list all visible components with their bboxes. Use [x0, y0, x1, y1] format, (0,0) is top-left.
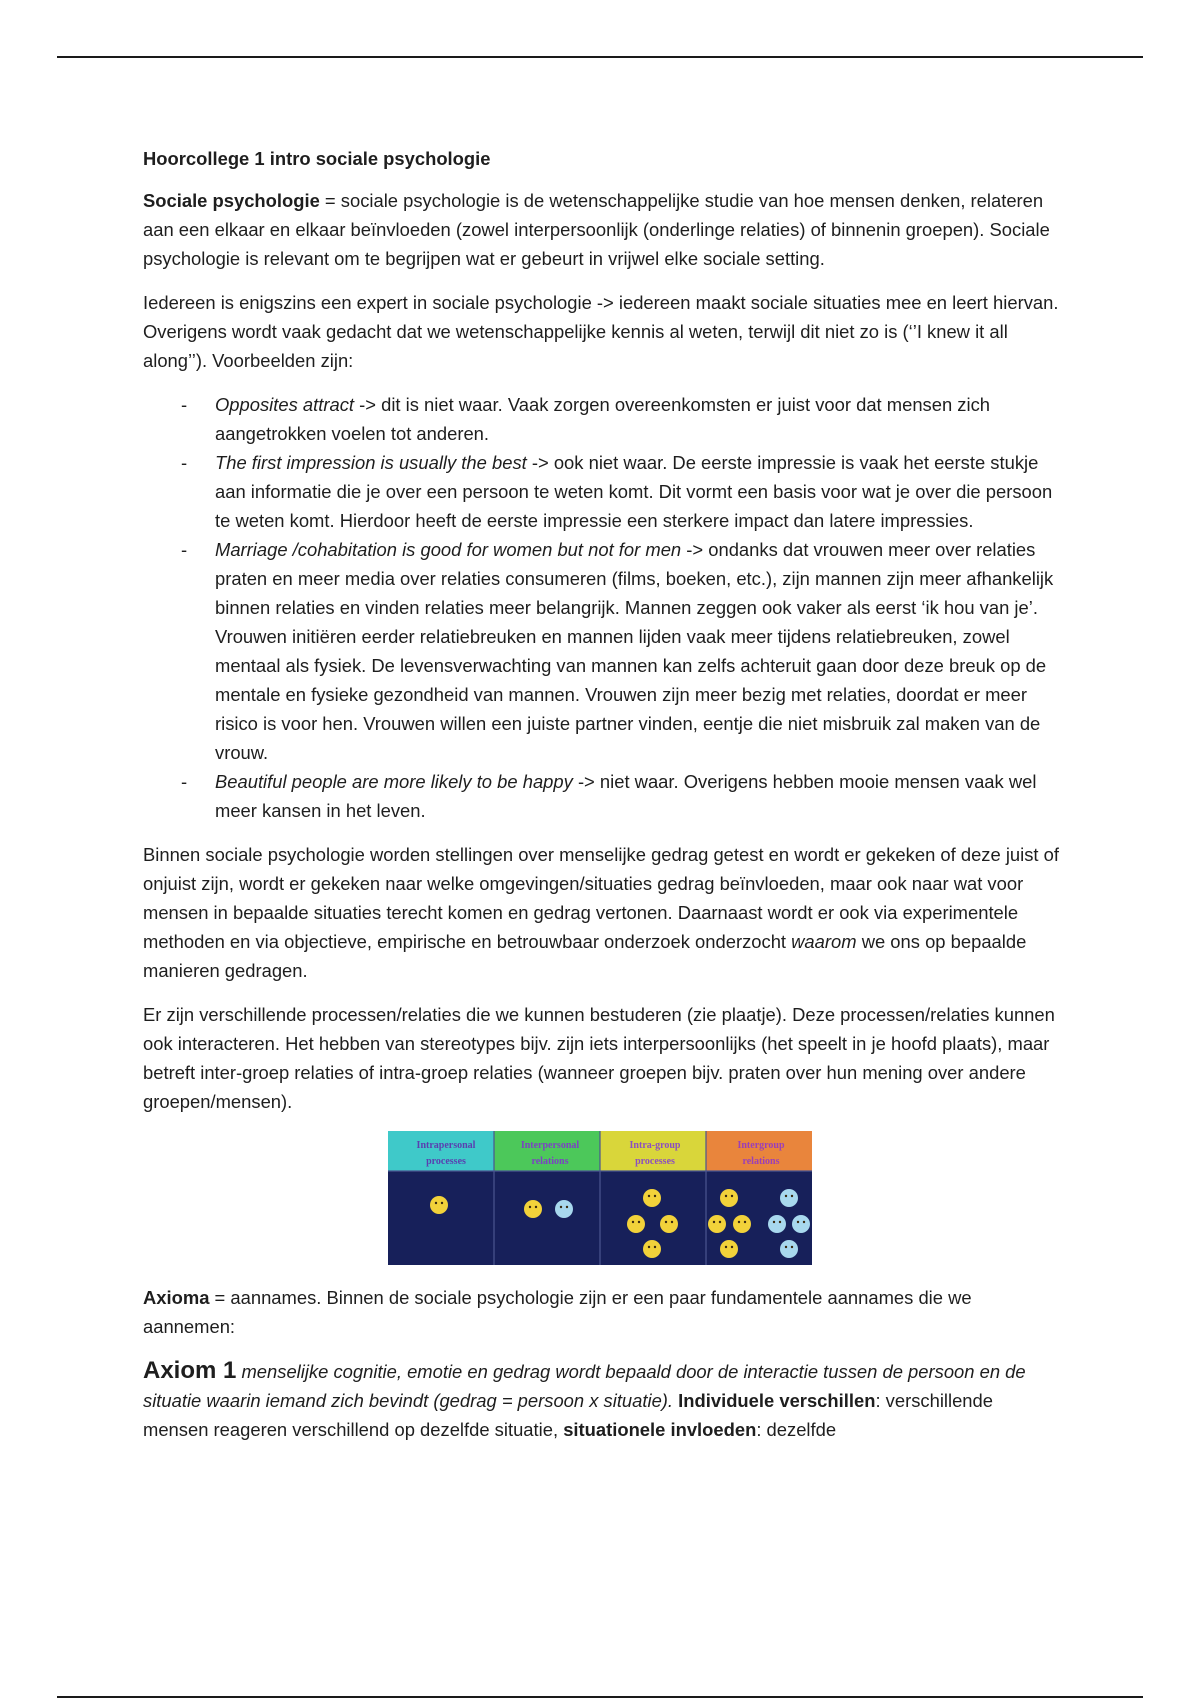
examples-list [143, 390, 1063, 825]
list-item [143, 767, 1063, 825]
face-icon [733, 1215, 751, 1233]
paragraph-intro-examples: Iedereen is enigszins een expert in sociale psychologie -> iedereen maakt sociale situaties mee en leert hiervan. Overigens wordt vaak gedacht dat we wetenschappelijke kennis al weten, terwijl dit niet zo is (‘’I knew it all along’’). Voorbeelden zijn: [143, 292, 1059, 371]
header-rule [57, 56, 1143, 58]
face-icon [643, 1240, 661, 1258]
panel-label-line1: Interpersonal [520, 1140, 580, 1151]
panel-label-line1: Intergroup [737, 1140, 785, 1151]
emphasis-waarom: waarom [791, 931, 857, 952]
paragraph-methods: Binnen sociale psychologie worden stellingen over menselijke gedrag getest en wordt er gekeken of deze juist of onjuist zijn, wordt er gekeken naar welke omgevingen/situaties gedrag beïnvloeden, maar ook naar wat voor mensen in bepaalde situaties terecht komen en gedrag vertonen. Daarnaast wordt er ook via experimentele methoden en via objectieve, empirische en betrouwbaar onderzoek onderzocht waarom we ons op bepaalde manieren gedragen. [143, 844, 1059, 981]
document-body [143, 144, 1063, 1459]
panel-label-line2: relations [531, 1156, 569, 1167]
face-icon [627, 1215, 645, 1233]
term-sociale-psychologie: Sociale psychologie [143, 190, 320, 211]
figure-svg [388, 1131, 812, 1265]
face-icon [430, 1196, 448, 1214]
list-item [143, 535, 1063, 767]
claim: Marriage /cohabitation is good for women but not for men [215, 539, 682, 560]
face-icon [524, 1200, 542, 1218]
face-icon [768, 1215, 786, 1233]
claim-explanation: -> ook niet waar. De eerste impressie is vaak het eerste stukje aan informatie die je over een persoon te weten komt. Dit vormt een basis voor wat je over die persoon te weten komt. Hierdoor heeft de eerste impressie een sterkere impact dan latere impressies. [215, 452, 1053, 531]
footer-rule [57, 1696, 1143, 1698]
panel-label-line1: Intrapersonal [416, 1140, 476, 1151]
axiom-1-statement: menselijke cognitie, emotie en gedrag wordt bepaald door de interactie tussen de persoon en de situatie waarin iemand zich bevindt (gedrag = persoon x situatie). [143, 1361, 1026, 1411]
claim-explanation: -> ondanks dat vrouwen meer over relaties praten en meer media over relaties consumeren (films, boeken, etc.), zijn mannen zijn meer afhankelijk binnen relaties en vinden relaties meer belangrijk. Mannen zeggen ook vaker als eerst ‘ik hou van je’. Vrouwen initiëren eerder relatiebreuken en mannen lijden vaak meer tijdens relatiebreuken, zowel mentaal als fysiek. De levensverwachting van mannen kan zelfs achteruit gaan door deze breuk op de mentale en fysieke gezondheid van mannen. Vrouwen zijn meer bezig met relaties, doordat er meer risico is voor hen. Vrouwen willen een juiste partner vinden, eentje die niet misbruik zal maken van de vrouw. [215, 539, 1054, 763]
face-icon [792, 1215, 810, 1233]
face-icon [720, 1240, 738, 1258]
list-item [143, 448, 1063, 535]
face-icon [780, 1240, 798, 1258]
claim-explanation: -> niet waar. Overigens hebben mooie mensen vaak wel meer kansen in het leven. [215, 771, 1037, 821]
face-icon [555, 1200, 573, 1218]
face-icon [780, 1189, 798, 1207]
claim-explanation: -> dit is niet waar. Vaak zorgen overeenkomsten er juist voor dat mensen zich aangetrokken voelen tot anderen. [215, 394, 991, 444]
face-icon [708, 1215, 726, 1233]
panel-label-line2: processes [635, 1156, 675, 1167]
term-axioma: Axioma [143, 1287, 210, 1308]
paragraph-processes: Er zijn verschillende processen/relaties die we kunnen bestuderen (zie plaatje). Deze processen/relaties kunnen ook interacteren. Het hebben van stereotypes bijv. zijn iets interpersoonlijks (het speelt in je hoofd plaats), maar betreft inter-groep relaties of intra-groep relaties (wanneer groepen bijv. praten over hun mening over andere groepen/mensen). [143, 1004, 1055, 1112]
paragraph-axioma: Axioma = aannames. Binnen de sociale psychologie zijn er een paar fundamentele aannames die we aannemen: [143, 1287, 972, 1337]
term-individuele-verschillen: Individuele verschillen [678, 1390, 876, 1411]
face-icon [720, 1189, 738, 1207]
list-item [143, 390, 1063, 448]
claim: The first impression is usually the best [215, 452, 527, 473]
paragraph-definition [143, 186, 1063, 273]
claim: Opposites attract [215, 394, 355, 415]
face-icon [660, 1215, 678, 1233]
processes-relations-figure [388, 1131, 812, 1265]
panel-label-line2: relations [742, 1156, 780, 1167]
paragraph-axiom-1: Axiom 1 menselijke cognitie, emotie en gedrag wordt bepaald door de interactie tussen de persoon en de situatie waarin iemand zich bevindt (gedrag = persoon x situatie). Individuele verschillen: verschillende mensen reageren verschillend op dezelfde situatie, situationele invloeden: dezelfde [143, 1357, 1026, 1440]
definition-text: = sociale psychologie is de wetenschappelijke studie van hoe mensen denken, relateren aan een elkaar en elkaar beïnvloeden (zowel interpersoonlijk (onderlinge relaties) of binnenin groepen). Sociale psychologie is relevant om te begrijpen wat er gebeurt in vrijwel elke sociale setting. [143, 190, 1050, 269]
panel-label-line1: Intra-group [629, 1140, 681, 1151]
term-situationele-invloeden: situationele invloeden [563, 1419, 757, 1440]
claim: Beautiful people are more likely to be happy [215, 771, 573, 792]
page-title: Hoorcollege 1 intro sociale psychologie [143, 148, 491, 169]
axiom-1-heading: Axiom 1 [143, 1357, 237, 1384]
face-icon [643, 1189, 661, 1207]
panel-label-line2: processes [426, 1156, 466, 1167]
